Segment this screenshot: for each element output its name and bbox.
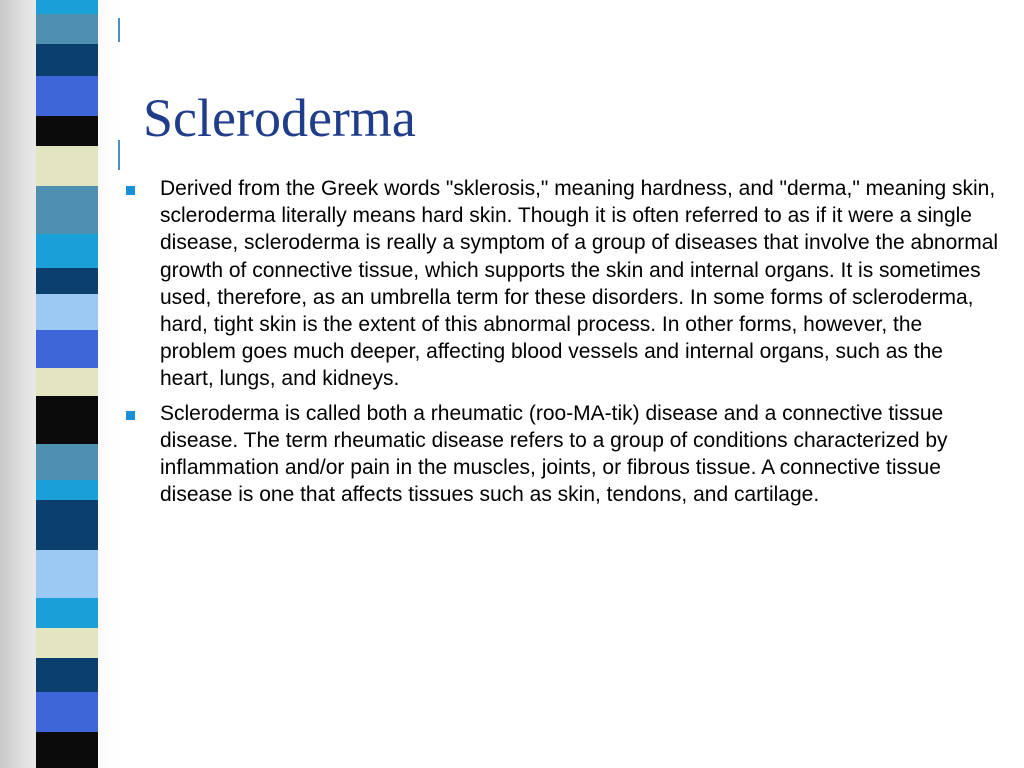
square-bullet-icon (126, 186, 135, 195)
square-bullet-icon (126, 411, 135, 420)
strip-block (36, 550, 98, 598)
decorative-edge-mark (118, 140, 120, 170)
bullet-text: Scleroderma is called both a rheumatic (roo-MA-tik) disease and a connective tissue disease. The term rheumatic disease refers to a group of conditions characterized by inflammation and/or pain in the muscles, joints, or fibrous tissue. A connective tissue disease is one that affects tissues such as skin, tendons, and cartilage. (160, 401, 948, 507)
strip-block (36, 658, 98, 692)
strip-block (36, 0, 98, 14)
strip-block (36, 500, 98, 550)
strip-block (36, 480, 98, 500)
strip-block (36, 444, 98, 480)
strip-block (36, 330, 98, 368)
strip-block (36, 368, 98, 396)
strip-block (36, 76, 98, 116)
strip-block (36, 116, 98, 146)
strip-block (36, 14, 98, 44)
strip-block (36, 692, 98, 732)
strip-block (36, 146, 98, 186)
strip-block (36, 268, 98, 294)
strip-block (36, 732, 98, 768)
strip-block (36, 294, 98, 330)
bullet-list (120, 175, 1000, 515)
strip-block (36, 234, 98, 268)
strip-block (36, 396, 98, 444)
decorative-edge-mark (118, 18, 120, 42)
bullet-text: Derived from the Greek words "sklerosis," meaning hardness, and "derma," meaning skin, scleroderma literally means hard skin. Though it is often referred to as if it were a single disease, scleroderma is really a symptom of a group of diseases that involve the abnormal growth of connective tissue, which supports the skin and internal organs. It is sometimes used, therefore, as an umbrella term for these disorders. In some forms of scleroderma, hard, tight skin is the extent of this abnormal process. In other forms, however, the problem goes much deeper, affecting blood vessels and internal organs, such as the heart, lungs, and kidneys. (160, 177, 999, 391)
strip-block (36, 598, 98, 628)
bullet-item (120, 400, 1000, 509)
strip-block (36, 186, 98, 234)
strip-block (36, 44, 98, 76)
strip-block (36, 628, 98, 658)
slide-title: Scleroderma (143, 88, 416, 148)
decorative-color-strip (36, 0, 98, 768)
bullet-item (120, 175, 1000, 393)
